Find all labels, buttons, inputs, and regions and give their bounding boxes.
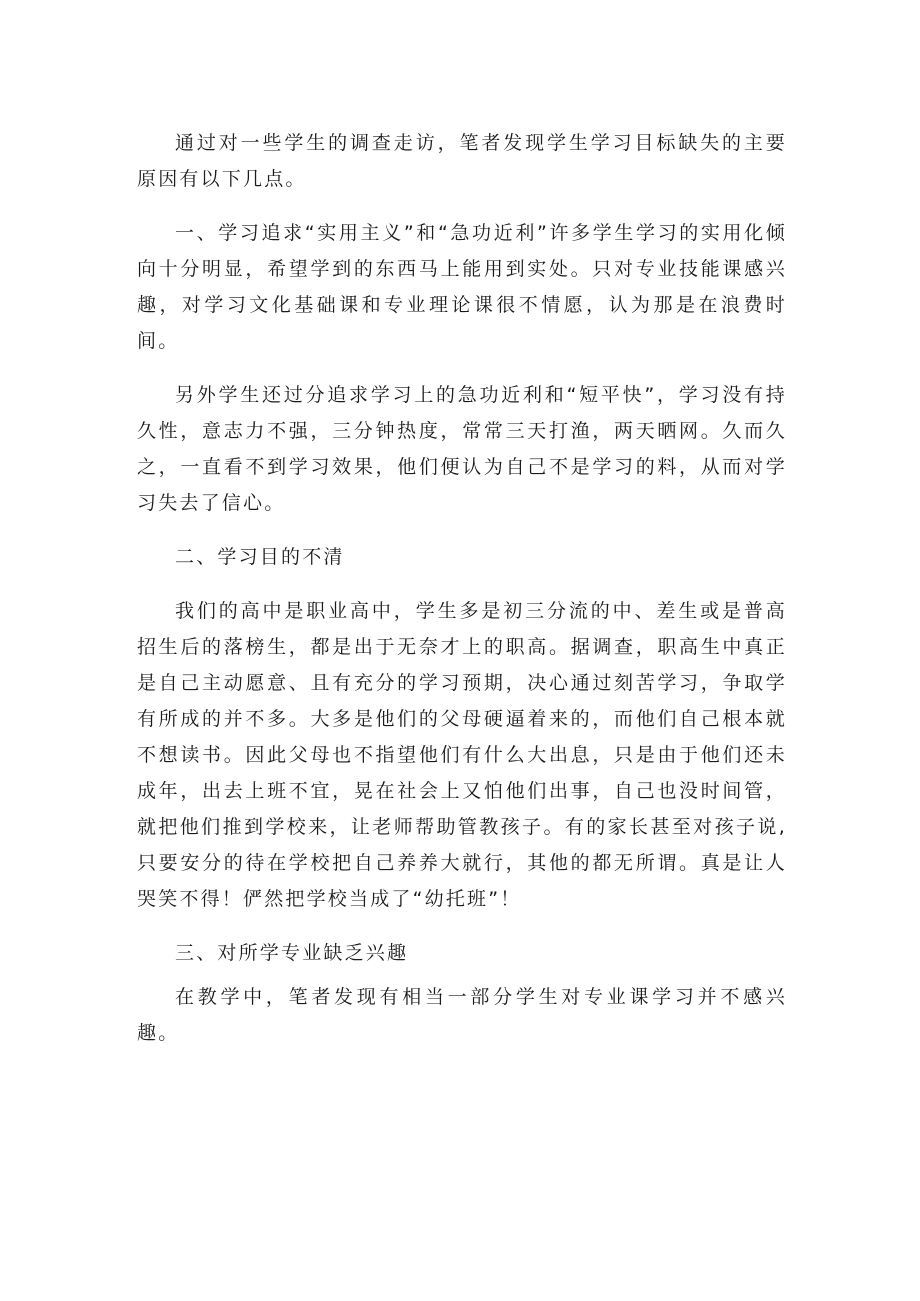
- heading-section-two: 二、学习目的不清: [175, 546, 345, 568]
- paragraph-section-one: 一、学习追求“实用主义”和“急功近利”许多学生学习的实用化倾向十分明显，希望学到的东西马上能用到实处。只对专业技能课感兴趣，对学习文化基础课和专业理论课很不情愿，认为那是在浪费时间。: [137, 222, 787, 352]
- paragraph-intro: 通过对一些学生的调查走访，笔者发现学生学习目标缺失的主要原因有以下几点。: [137, 132, 787, 190]
- paragraph-section-three: 在教学中，笔者发现有相当一部分学生对专业课学习并不感兴趣。: [137, 986, 787, 1044]
- document-body: [137, 125, 787, 1051]
- paragraph-section-one-continued: 另外学生还过分追求学习上的急功近利和“短平快”，学习没有持久性，意志力不强，三分钟热度，常常三天打渔，两天晒网。久而久之，一直看不到学习效果，他们便认为自己不是学习的料，从而对学习失去了信心。: [137, 384, 787, 514]
- paragraph-section-two: 我们的高中是职业高中，学生多是初三分流的中、差生或是普高招生后的落榜生，都是出于无奈才上的职高。据调查，职高生中真正是自己主动愿意、且有充分的学习预期，决心通过刻苦学习，争取学有所成的并不多。大多是他们的父母硬逼着来的，而他们自己根本就不想读书。因此父母也不指望他们有什么大出息，只是由于他们还未成年，出去上班不宜，晃在社会上又怕他们出事，自己也没时间管，就把他们推到学校来，让老师帮助管教孩子。有的家长甚至对孩子说,只要安分的待在学校把自己养养大就行，其他的都无所谓。真是让人哭笑不得！俨然把学校当成了“幼托班”！: [137, 600, 787, 910]
- heading-section-three: 三、对所学专业缺乏兴趣: [175, 942, 409, 964]
